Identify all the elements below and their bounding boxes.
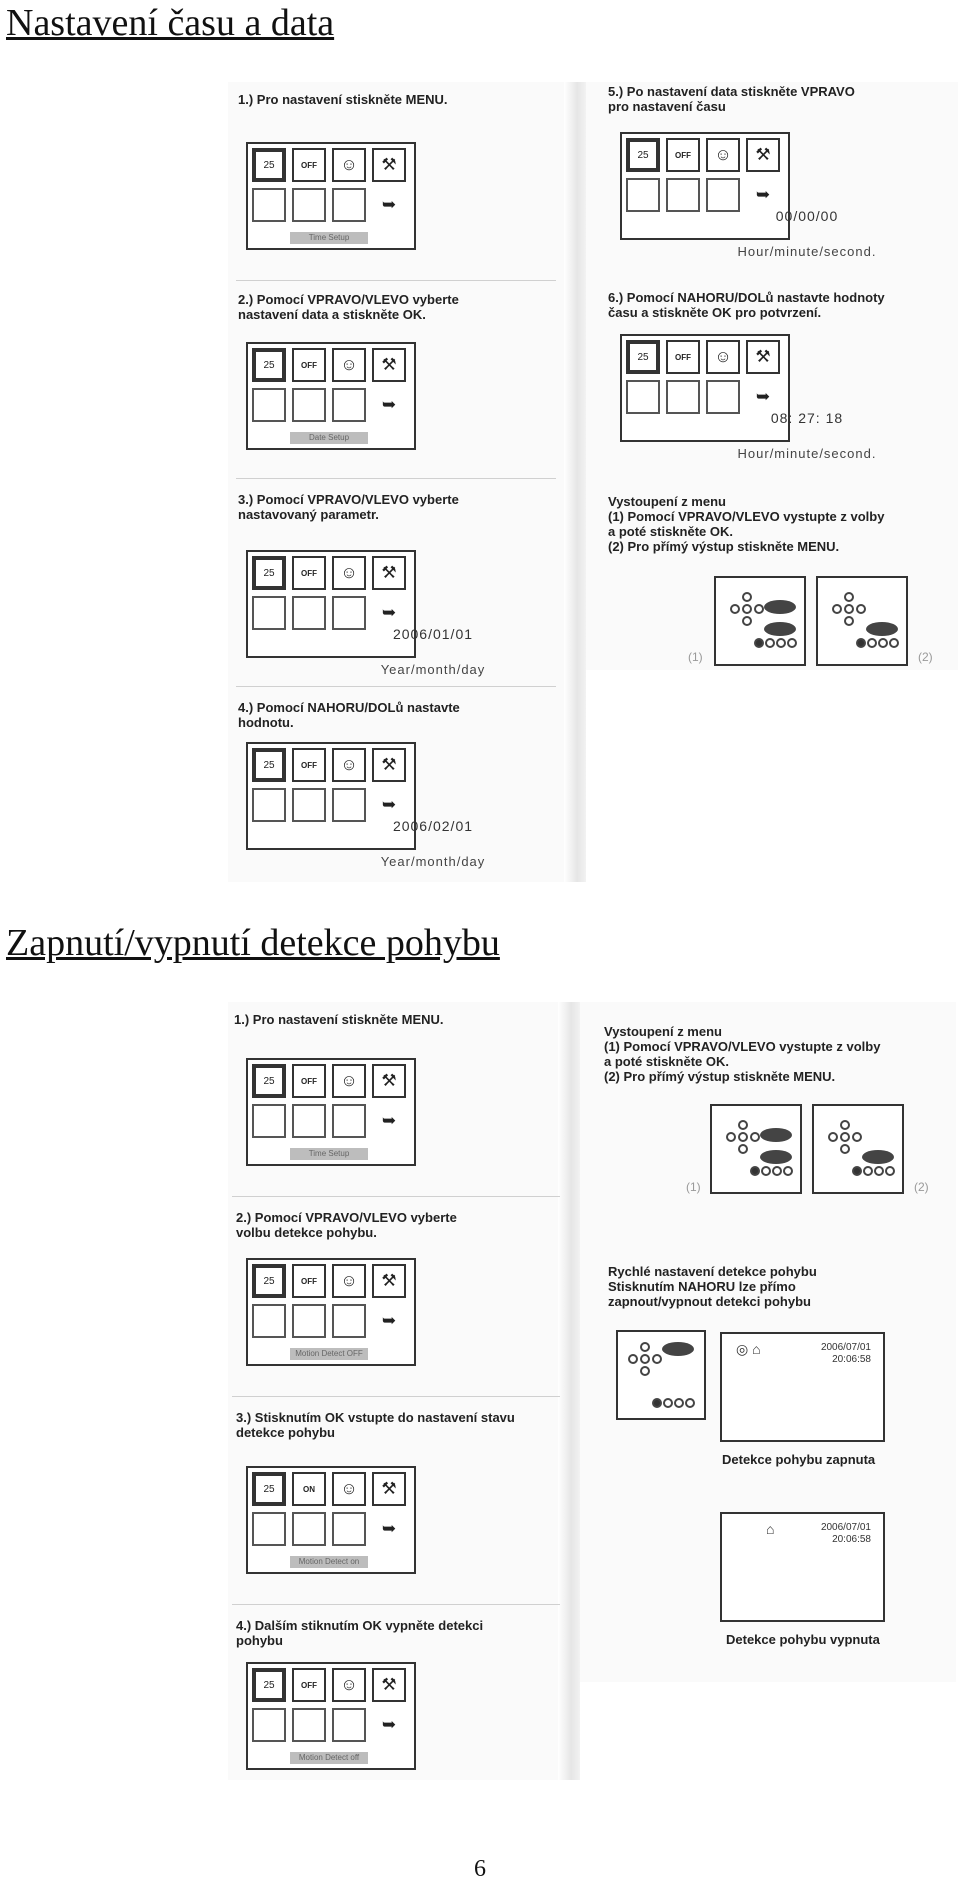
nav-button [742,592,752,602]
tools-icon: ⚒ [372,1668,406,1702]
function-button [874,1166,884,1176]
step-4-text: 4.) Pomocí NAHORU/DOLů nastavte hodnotu. [238,700,460,730]
tools-icon: ⚒ [746,138,780,172]
sun-icon: OFF [292,348,326,382]
timestamp: 2006/07/01 20:06:58 [820,1342,871,1365]
nav-button [738,1120,748,1130]
step-figure [246,742,536,892]
exit-icon: ➥ [372,388,406,422]
menu-cell [252,1104,286,1138]
motion-exit-example-2 [812,1104,904,1194]
menu-cell [252,1512,286,1546]
menu-cell [252,388,286,422]
tools-icon: ⚒ [372,1264,406,1298]
nav-button [628,1354,638,1364]
sun-icon: ON [292,1472,326,1506]
function-button [685,1398,695,1408]
step-6-text: 6.) Pomocí NAHORU/DOLů nastavte hodnoty času a stiskněte OK pro potvrzení. [608,290,885,320]
section-divider [232,1604,560,1605]
function-button [772,1166,782,1176]
function-button [878,638,888,648]
value-readout: 00/00/00 [775,208,839,224]
nav-button [742,604,752,614]
motion-exit-label-1: (1) [686,1180,701,1194]
menu-cell [292,788,326,822]
menu-cell [292,1708,326,1742]
menu-cell [252,788,286,822]
section-divider [232,1196,560,1197]
person-icon: ☺ [332,1064,366,1098]
sun-icon: OFF [292,748,326,782]
menu-cell [252,188,286,222]
nav-button [840,1132,850,1142]
menu-cell [666,380,700,414]
menu-cell [332,1512,366,1546]
step-figure [246,1466,536,1616]
menu-label-bar: Motion Detect on [290,1556,368,1568]
menu-screen [246,1662,416,1770]
section-title-motion: Zapnutí/vypnutí detekce pohybu [6,922,500,964]
sun-icon: OFF [292,1668,326,1702]
nav-button [738,1132,748,1142]
calendar-icon: 25 [252,148,286,182]
menu-cell [252,1708,286,1742]
menu-cell [332,388,366,422]
menu-screen [246,142,416,250]
calendar-icon: 25 [252,1668,286,1702]
nav-button [754,604,764,614]
tools-icon: ⚒ [372,1064,406,1098]
menu-cell [332,788,366,822]
step-figure [246,1058,536,1208]
exit-icon: ➥ [372,1304,406,1338]
pointer-bubble [764,600,796,614]
value-readout: 08: 27: 18 [770,410,844,426]
function-button [663,1398,673,1408]
menu-screen [246,1258,416,1366]
section-divider [236,478,556,479]
menu-cell [332,1304,366,1338]
motion-on-icons: ◎ ⌂ [736,1341,761,1357]
calendar-icon: 25 [626,138,660,172]
person-icon: ☺ [332,1472,366,1506]
value-caption: Year/month/day [380,662,486,677]
function-button [863,1166,873,1176]
motion-off-preview [720,1512,885,1622]
pointer-bubble [764,622,796,636]
person-icon: ☺ [332,1668,366,1702]
step-5-text: 5.) Po nastavení data stiskněte VPRAVO pro nastavení času [608,84,855,114]
menu-label-bar: Motion Detect OFF [290,1348,368,1360]
nav-button [640,1342,650,1352]
exit-label-1: (1) [688,650,703,664]
motion-exit-example-1 [710,1104,802,1194]
function-button [652,1398,662,1408]
exit-icon: ➥ [372,1104,406,1138]
menu-cell [292,596,326,630]
person-icon: ☺ [706,340,740,374]
menu-label-bar: Motion Detect off [290,1752,368,1764]
menu-cell [706,178,740,212]
menu-label-bar: Time Setup [290,232,368,244]
menu-cell [332,1104,366,1138]
menu-cell [332,1708,366,1742]
step-1-text: 1.) Pro nastavení stiskněte MENU. [238,92,448,107]
sun-icon: OFF [666,138,700,172]
menu-label-bar: Time Setup [290,1148,368,1160]
nav-button [730,604,740,614]
step-3-text: 3.) Pomocí VPRAVO/VLEVO vyberte nastavovaný parametr. [238,492,459,522]
exit-example-1 [714,576,806,666]
menu-cell [292,1512,326,1546]
function-button [783,1166,793,1176]
value-caption: Year/month/day [380,854,486,869]
nav-button [750,1132,760,1142]
nav-button [726,1132,736,1142]
function-button [889,638,899,648]
remote-control-panel [818,1110,898,1190]
sun-icon: OFF [292,148,326,182]
exit-menu-text: Vystoupení z menu (1) Pomocí VPRAVO/VLEVO vystupte z volby a poté stiskněte OK. (2) Pro přímý výstup stiskněte MENU. [608,494,885,554]
function-button [885,1166,895,1176]
calendar-icon: 25 [252,1264,286,1298]
step-figure [246,342,536,492]
menu-cell [292,1104,326,1138]
menu-cell [706,380,740,414]
menu-cell [666,178,700,212]
person-icon: ☺ [332,348,366,382]
sun-icon: OFF [292,1264,326,1298]
tools-icon: ⚒ [372,348,406,382]
tools-icon: ⚒ [746,340,780,374]
section-divider [236,686,556,687]
person-icon: ☺ [332,556,366,590]
nav-button [652,1354,662,1364]
function-button [776,638,786,648]
menu-label-bar: Date Setup [290,432,368,444]
menu-screen [246,1466,416,1574]
value-readout: 2006/02/01 [392,818,474,834]
function-button [674,1398,684,1408]
motion-exit-label-2: (2) [914,1180,929,1194]
function-button [856,638,866,648]
calendar-icon: 25 [252,748,286,782]
function-button [867,638,877,648]
remote-control-panel [716,1110,796,1190]
exit-label-2: (2) [918,650,933,664]
exit-icon: ➥ [372,1512,406,1546]
page-number: 6 [474,1856,486,1882]
person-icon: ☺ [706,138,740,172]
timestamp: 2006/07/01 20:06:58 [820,1522,871,1545]
value-caption: Hour/minute/second. [737,446,877,461]
sun-icon: OFF [666,340,700,374]
motion-off-icon: ⌂ [766,1521,775,1537]
function-button [852,1166,862,1176]
nav-button [840,1120,850,1130]
menu-cell [252,1304,286,1338]
calendar-icon: 25 [252,1064,286,1098]
pointer-bubble [866,622,898,636]
section-divider [236,280,556,281]
remote-control-panel [822,582,902,662]
tools-icon: ⚒ [372,148,406,182]
menu-cell [626,380,660,414]
motion-step-4-text: 4.) Dalším stiknutím OK vypněte detekci pohybu [236,1618,484,1648]
menu-cell [332,188,366,222]
nav-button [852,1132,862,1142]
step-figure [246,142,536,292]
menu-screen [246,342,416,450]
calendar-icon: 25 [252,556,286,590]
function-button [750,1166,760,1176]
pointer-bubble [760,1128,792,1142]
person-icon: ☺ [332,748,366,782]
nav-button [844,604,854,614]
step-figure [246,550,536,700]
menu-cell [626,178,660,212]
motion-step-3-text: 3.) Stisknutím OK vstupte do nastavení stavu detekce pohybu [236,1410,515,1440]
exit-icon: ➥ [372,1708,406,1742]
menu-cell [332,596,366,630]
pointer-bubble [862,1150,894,1164]
function-button [754,638,764,648]
motion-on-preview [720,1332,885,1442]
remote-control-panel [720,582,800,662]
nav-button [844,616,854,626]
motion-step-1-text: 1.) Pro nastavení stiskněte MENU. [234,1012,444,1027]
nav-button [742,616,752,626]
exit-icon: ➥ [746,380,780,414]
remote-control-panel [616,1330,706,1420]
menu-cell [252,596,286,630]
nav-button [832,604,842,614]
calendar-icon: 25 [252,348,286,382]
nav-button [640,1354,650,1364]
nav-button [738,1144,748,1154]
calendar-icon: 25 [252,1472,286,1506]
nav-button [844,592,854,602]
function-button [765,638,775,648]
menu-cell [292,1304,326,1338]
sun-icon: OFF [292,556,326,590]
menu-cell [292,388,326,422]
function-button [787,638,797,648]
step-figure [620,132,910,282]
value-caption: Hour/minute/second. [737,244,877,259]
sun-icon: OFF [292,1064,326,1098]
exit-icon: ➥ [372,596,406,630]
pointer-bubble [662,1342,694,1356]
step-2-text: 2.) Pomocí VPRAVO/VLEVO vyberte nastavení data a stiskněte OK. [238,292,459,322]
section-title-time-date: Nastavení času a data [6,2,335,44]
nav-button [640,1366,650,1376]
motion-step-2-text: 2.) Pomocí VPRAVO/VLEVO vyberte volbu detekce pohybu. [236,1210,457,1240]
exit-icon: ➥ [372,188,406,222]
menu-screen [246,1058,416,1166]
tools-icon: ⚒ [372,1472,406,1506]
nav-button [828,1132,838,1142]
exit-icon: ➥ [372,788,406,822]
tools-icon: ⚒ [372,748,406,782]
person-icon: ☺ [332,1264,366,1298]
motion-exit-menu-text: Vystoupení z menu (1) Pomocí VPRAVO/VLEVO vystupte z volby a poté stiskněte OK. (2) Pro přímý výstup stiskněte MENU. [604,1024,881,1084]
menu-cell [292,188,326,222]
value-readout: 2006/01/01 [392,626,474,642]
exit-icon: ➥ [746,178,780,212]
motion-off-caption: Detekce pohybu vypnuta [726,1632,880,1647]
person-icon: ☺ [332,148,366,182]
function-button [761,1166,771,1176]
pointer-bubble [760,1150,792,1164]
section-divider [232,1396,560,1397]
exit-example-2 [816,576,908,666]
motion-on-caption: Detekce pohybu zapnuta [722,1452,876,1467]
step-figure [246,1258,536,1408]
nav-button [840,1144,850,1154]
calendar-icon: 25 [626,340,660,374]
nav-button [856,604,866,614]
quick-motion-text: Rychlé nastavení detekce pohybu Stisknutím NAHORU lze přímo zapnout/vypnout detekci pohybu [608,1264,817,1309]
tools-icon: ⚒ [372,556,406,590]
step-figure [620,334,910,484]
step-figure [246,1662,536,1812]
